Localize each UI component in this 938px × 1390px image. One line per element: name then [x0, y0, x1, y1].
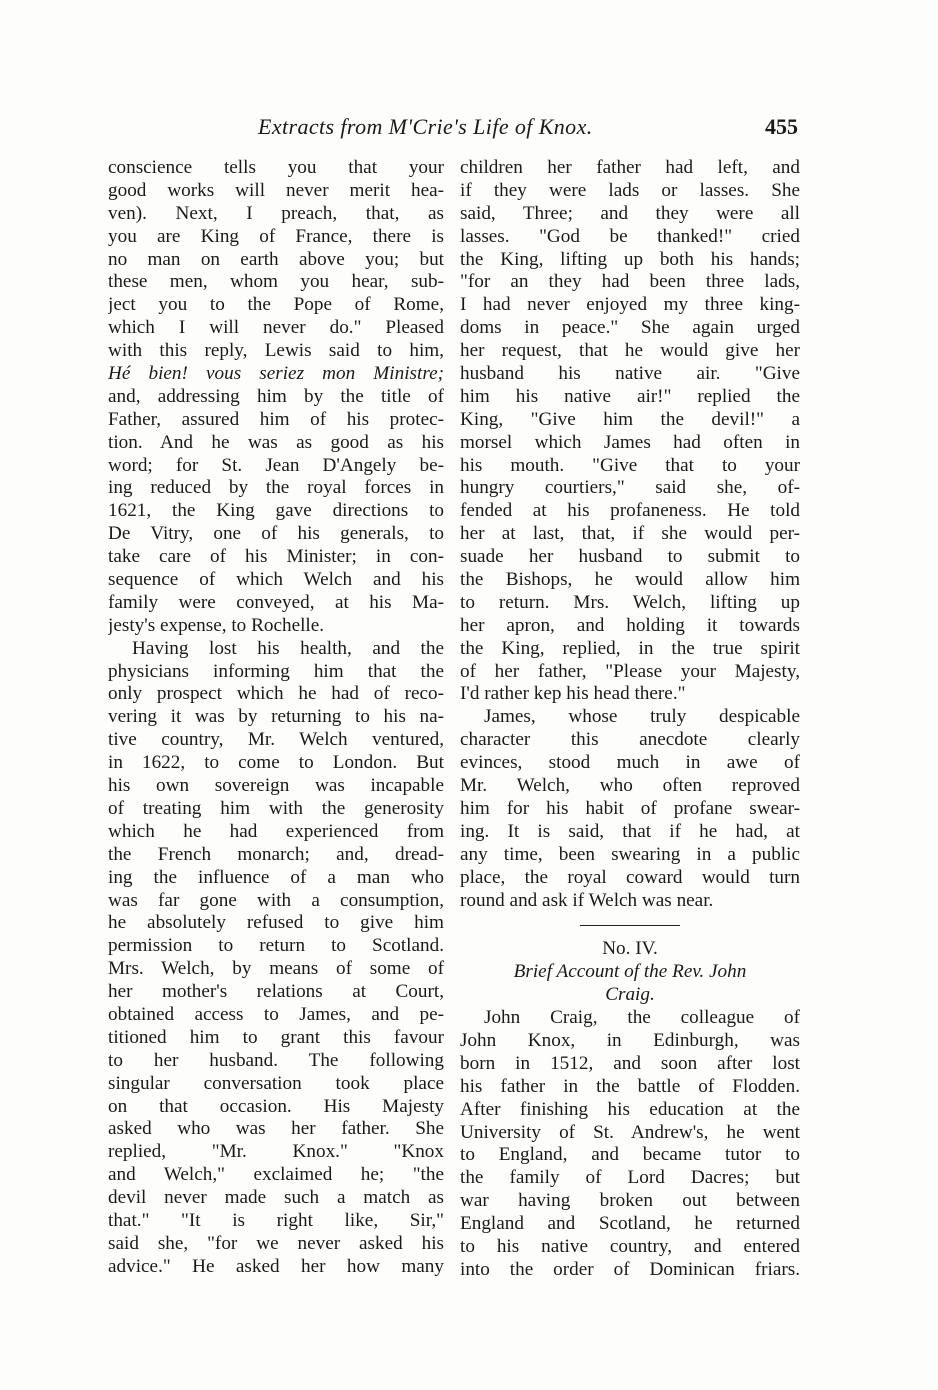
text-line: to England, and became tutor to	[460, 1144, 800, 1166]
text-line: tion. And he was as good as his	[108, 431, 444, 453]
text-line: Hé bien! vous seriez mon Ministre;	[108, 363, 444, 385]
section-title: Brief Account of the Rev. John	[513, 961, 747, 983]
text-line: her request, that he would give her	[460, 340, 800, 362]
text-line: singular conversation took place	[108, 1072, 444, 1094]
text-line: and Welch," exclaimed he; "the	[108, 1164, 444, 1186]
text-line: round and ask if Welch was near.	[460, 889, 714, 911]
text-line: place, the royal coward would turn	[460, 866, 800, 888]
left-column	[108, 157, 444, 1279]
text-line: conscience tells you that your	[108, 157, 444, 178]
text-line: him for his habit of profane swear-	[460, 797, 800, 819]
text-line: if they were lads or lasses. She	[460, 179, 800, 201]
text-line: no man on earth above you; but	[108, 248, 444, 270]
page-number: 455	[765, 114, 798, 139]
text-line: these men, whom you hear, sub-	[108, 271, 444, 293]
text-line: obtained access to James, and pe-	[108, 1003, 444, 1025]
text-line: ing. It is said, that if he had, at	[460, 820, 800, 842]
text-line: on that occasion. His Majesty	[108, 1095, 444, 1117]
text-line: England and Scotland, he returned	[460, 1213, 800, 1235]
text-line: character this anecdote clearly	[460, 729, 800, 751]
text-line: De Vitry, one of his generals, to	[108, 523, 444, 545]
text-line: him his native air!" replied the	[460, 385, 800, 407]
text-line: said, Three; and they were all	[460, 202, 800, 224]
section-number: No. IV.	[602, 938, 658, 960]
right-column	[460, 157, 800, 1282]
text-line: After finishing his education at the	[460, 1098, 800, 1120]
text-line: her mother's relations at Court,	[108, 981, 444, 1003]
text-line: I had never enjoyed my three king-	[460, 294, 800, 316]
text-line: ven). Next, I preach, that, as	[108, 202, 444, 224]
text-line: suade her husband to submit to	[460, 546, 800, 568]
text-line: to return. Mrs. Welch, lifting up	[460, 591, 800, 613]
text-line: husband his native air. "Give	[460, 363, 800, 385]
text-line: ject you to the Pope of Rome,	[108, 294, 444, 316]
text-line: only prospect which he had of reco-	[108, 683, 444, 705]
text-line: take care of his Minister; in con-	[108, 546, 444, 568]
text-line: Father, assured him of his protec-	[108, 408, 444, 430]
text-line: jesty's expense, to Rochelle.	[108, 614, 325, 636]
text-line: hungry courtiers," said she, of-	[460, 477, 800, 499]
text-line: replied, "Mr. Knox." "Knox	[108, 1141, 444, 1163]
text-line: evinces, stood much in awe of	[460, 752, 800, 774]
text-line: James, whose truly despicable	[484, 706, 800, 728]
text-line: was far gone with a consumption,	[108, 889, 444, 911]
text-line: which he had experienced from	[108, 820, 444, 842]
text-line: sequence of which Welch and his	[108, 569, 444, 591]
text-line: I'd rather kep his head there."	[460, 683, 686, 705]
text-line: ing reduced by the royal forces in	[108, 477, 444, 499]
text-line: in 1622, to come to London. But	[108, 752, 444, 774]
text-line: 1621, the King gave directions to	[108, 500, 444, 522]
text-line: of treating him with the generosity	[108, 797, 444, 819]
text-line: fended at his profaneness. He told	[460, 500, 800, 522]
text-line: said she, "for we never asked his	[108, 1232, 444, 1254]
text-line: asked who was her father. She	[108, 1118, 444, 1140]
text-line: advice." He asked her how many	[108, 1255, 444, 1277]
text-line: which I will never do." Pleased	[108, 317, 444, 339]
text-line: he absolutely refused to give him	[108, 912, 444, 934]
text-line: titioned him to grant this favour	[108, 1026, 444, 1048]
text-line: John Knox, in Edinburgh, was	[460, 1029, 800, 1051]
text-line: that." "It is right like, Sir,"	[108, 1209, 444, 1231]
running-header	[108, 114, 798, 144]
text-line: family were conveyed, at his Ma-	[108, 591, 444, 613]
text-line: doms in peace." She again urged	[460, 317, 800, 339]
text-line: the family of Lord Dacres; but	[460, 1167, 800, 1189]
text-line: "for an they had been three lads,	[460, 271, 800, 293]
text-line: with this reply, Lewis said to him,	[108, 340, 444, 362]
text-line: his own sovereign was incapable	[108, 775, 444, 797]
right-column-text-a	[460, 157, 800, 912]
text-line: permission to return to Scotland.	[108, 935, 444, 957]
text-line: born in 1512, and soon after lost	[460, 1052, 800, 1074]
text-line: the Bishops, he would allow him	[460, 569, 800, 591]
text-line: of her father, "Please your Majesty,	[460, 660, 800, 682]
text-line: Mr. Welch, who often reproved	[460, 775, 800, 797]
text-line: good works will never merit hea-	[108, 179, 444, 201]
text-line: her apron, and holding it towards	[460, 614, 800, 636]
text-line: the King, replied, in the true spirit	[460, 637, 800, 659]
text-line: King, "Give him the devil!" a	[460, 408, 800, 430]
text-line: devil never made such a match as	[108, 1187, 444, 1209]
text-line: children her father had left, and	[460, 157, 800, 178]
running-title: Extracts from M'Crie's Life of Knox.	[258, 114, 593, 139]
text-line: you are King of France, there is	[108, 225, 444, 247]
text-line: any time, been swearing in a public	[460, 843, 800, 865]
text-line: vering it was by returning to his na-	[108, 706, 444, 728]
text-line: tive country, Mr. Welch ventured,	[108, 729, 444, 751]
text-line: Mrs. Welch, by means of some of	[108, 958, 444, 980]
text-line: University of St. Andrew's, he went	[460, 1121, 800, 1143]
text-line: word; for St. Jean D'Angely be-	[108, 454, 444, 476]
text-line: to her husband. The following	[108, 1049, 444, 1071]
right-column-text-b	[460, 1007, 800, 1282]
text-line: morsel which James had often in	[460, 431, 800, 453]
section-divider	[580, 925, 680, 926]
text-line: ing the influence of a man who	[108, 866, 444, 888]
text-line: lasses. "God be thanked!" cried	[460, 225, 800, 247]
text-line: her at last, that, if she would per-	[460, 523, 800, 545]
text-line: into the order of Dominican friars.	[460, 1258, 800, 1280]
text-line: his father in the battle of Flodden.	[460, 1075, 800, 1097]
text-line: John Craig, the colleague of	[484, 1007, 800, 1029]
text-line: Having lost his health, and the	[132, 637, 444, 659]
section-title-continued: Craig.	[605, 984, 655, 1006]
text-line: to his native country, and entered	[460, 1235, 800, 1257]
text-line: and, addressing him by the title of	[108, 385, 444, 407]
text-line: the King, lifting up both his hands;	[460, 248, 800, 270]
text-line: war having broken out between	[460, 1190, 800, 1212]
text-line: his mouth. "Give that to your	[460, 454, 800, 476]
text-line: physicians informing him that the	[108, 660, 444, 682]
text-line: the French monarch; and, dread-	[108, 843, 444, 865]
